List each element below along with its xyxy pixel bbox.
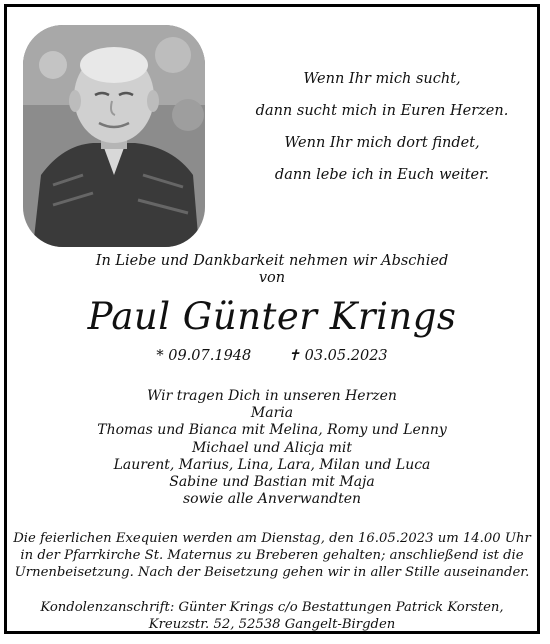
life-dates	[7, 347, 537, 365]
deceased-name: Paul Günter Krings	[87, 295, 457, 338]
condolence-address	[7, 599, 537, 633]
birth-date: * 09.07.1948	[156, 348, 252, 364]
farewell-intro	[7, 253, 537, 287]
obituary-notice	[4, 4, 540, 634]
portrait-photo	[23, 25, 205, 247]
poem-line: Wenn Ihr mich dort findet,	[284, 135, 480, 151]
intro-line: In Liebe und Dankbarkeit nehmen wir Abschied	[95, 253, 449, 269]
poem-line: Wenn Ihr mich sucht,	[303, 71, 461, 87]
service-line: Die feierlichen Exequien werden am Dienstag, den 16.05.2023 um 14.00 Uhr	[13, 531, 531, 546]
mourner-line: Sabine und Bastian mit Maja	[169, 474, 375, 491]
intro-line: von	[258, 270, 286, 286]
death-date: ✝ 03.05.2023	[287, 348, 388, 364]
memorial-poem	[237, 63, 527, 191]
mourner-line: Laurent, Marius, Lina, Lara, Milan und Luca	[113, 456, 431, 473]
portrait-illustration	[23, 25, 205, 247]
contact-line: Kreuzstr. 52, 52538 Gangelt-Birgden	[148, 617, 396, 633]
mourner-line: Thomas und Bianca mit Melina, Romy und Lenny	[97, 422, 447, 439]
mourner-line: Wir tragen Dich in unseren Herzen	[147, 388, 397, 404]
poem-line: dann sucht mich in Euren Herzen.	[255, 103, 509, 119]
service-details	[7, 530, 537, 582]
mourner-line: sowie alle Anverwandten	[182, 491, 362, 508]
mourner-line: Maria	[250, 405, 294, 422]
poem-line: dann lebe ich in Euch weiter.	[274, 167, 490, 183]
contact-line: Kondolenzanschrift: Günter Krings c/o Bestattungen Patrick Korsten,	[40, 600, 504, 615]
service-line: Urnenbeisetzung. Nach der Beisetzung gehen wir in aller Stille auseinander.	[14, 565, 530, 581]
mourners-list	[7, 388, 537, 508]
service-line: in der Pfarrkirche St. Maternus zu Breberen gehalten; anschließend ist die	[20, 548, 524, 564]
mourner-line: Michael und Alicja mit	[191, 439, 353, 456]
